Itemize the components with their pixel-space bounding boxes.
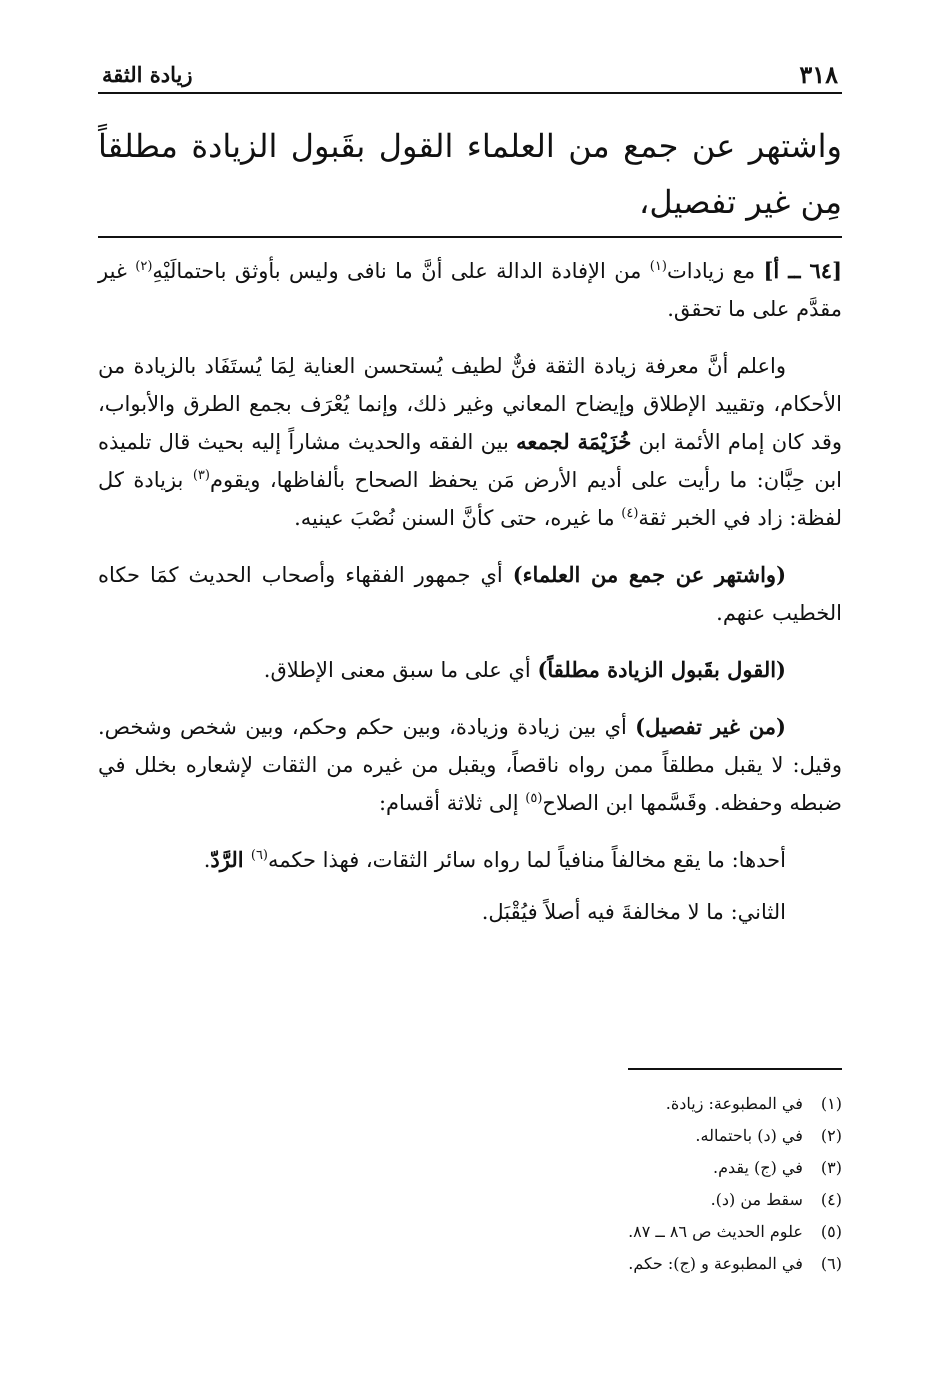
text-span: بين الفقه والحديث مشاراً إليه بحيث قال تلميذه ابن حِبَّان: ما رأيت على أديم الأرض مَن يحفظ الصحاح بألفاظها، ويقوم <box>98 430 842 492</box>
verse-text: واشتهر عن جمع من العلماء القول بقَبول الزيادة مطلقاً مِن غير تفصيل، <box>98 127 842 221</box>
footnote-ref: (٦) <box>250 848 268 863</box>
text-span: أي على ما سبق معنى الإطلاق. <box>263 658 538 682</box>
footnote-text: في (د) باحتماله. <box>695 1126 803 1145</box>
text-span: واعلم أنَّ معرفة زيادة الثقة فنٌّ لطيف يُستحسن العناية لِمَا يُستَفَاد بالزيادة من الأحكام، وتقييد الإطلاق وإيضاح المعاني وغير ذلك، وإنما يُعْرَف بجمع الطرق والأبواب، وقد كان إمام الأئمة ابن <box>98 354 843 454</box>
footnote <box>98 1152 842 1184</box>
manuscript-marker: [٦٤ ــ أ] <box>763 258 843 283</box>
text-span: الثاني: ما لا مخالفةَ فيه أصلاً فيُقْبَل. <box>481 900 786 924</box>
commentary-paragraph <box>98 708 842 822</box>
commentary-paragraph <box>98 252 842 328</box>
book-page <box>98 0 842 1385</box>
footnote-ref: (٣) <box>192 468 210 483</box>
footnotes <box>98 1088 842 1280</box>
footnote <box>98 1120 842 1152</box>
verse-divider <box>98 236 842 238</box>
footnote-number: (٦) <box>820 1254 842 1273</box>
running-title: زيادة الثقة <box>102 62 193 87</box>
commentary-paragraph <box>98 347 842 537</box>
footnote <box>98 1184 842 1216</box>
footnote-number: (٤) <box>820 1190 842 1209</box>
text-span: أي جمهور الفقهاء وأصحاب الحديث كمَا حكاه الخطيب عنهم. <box>98 563 842 625</box>
text-span: إلى ثلاثة أقسام: <box>378 791 526 815</box>
footnote <box>98 1088 842 1120</box>
footnote-number: (٢) <box>820 1126 842 1145</box>
quoted-matn: (واشتهر عن جمع من العلماء) <box>512 562 787 587</box>
footnote-text: علوم الحديث ص ٨٦ ــ ٨٧. <box>628 1222 803 1241</box>
page-header <box>98 58 842 94</box>
commentary-paragraph <box>98 841 842 879</box>
text-span: أحدها: ما يقع مخالفاً منافياً لما رواه سائر الثقات، فهذا حكمه <box>268 848 786 872</box>
footnote-ref: (٥) <box>525 791 543 806</box>
footnote-number: (٥) <box>820 1222 842 1241</box>
footnote-text: في المطبوعة و (ج): حكم. <box>628 1254 803 1273</box>
footnote-text: في (ج) يقدم. <box>713 1158 803 1177</box>
bold-span: خُزَيْمَة لجمعه <box>516 429 632 454</box>
text-span: أي بين زيادة وزيادة، وبين حكم وحكم، وبين شخص وشخص. وقيل: لا يقبل مطلقاً ممن رواه ناقصاً، ويقبل من غيره من الثقات لإشعاره بخلل في ضبطه وحفظه. وقَسَّمها ابن الصلاح <box>98 715 842 815</box>
commentary-paragraph <box>98 556 842 632</box>
footnote-text: في المطبوعة: زيادة. <box>665 1094 803 1113</box>
text-span: . <box>203 848 211 872</box>
quoted-matn: (القول بقَبول الزيادة مطلقاً) <box>537 657 786 682</box>
text-span: ما غيره، حتى كأنَّ السنن نُصْبَ عينيه. <box>294 506 622 530</box>
commentary <box>98 252 842 945</box>
text-span: بزيادة كل لفظة: زاد في الخبر ثقة <box>98 468 842 530</box>
text-span: غير مقدَّم على ما تحقق. <box>98 259 842 321</box>
footnote-text: سقط من (د). <box>710 1190 803 1209</box>
commentary-paragraph <box>98 651 842 689</box>
commentary-paragraph <box>98 893 842 931</box>
footnote-number: (١) <box>820 1094 842 1113</box>
footnote-ref: (١) <box>649 259 667 274</box>
footnote <box>98 1248 842 1280</box>
text-span: من الإفادة الدالة على أنَّ ما نافى وليس بأوثق باحتمالَيْهِ <box>152 259 650 283</box>
page-number: ٣١٨ <box>799 60 838 89</box>
footnote-number: (٣) <box>820 1158 842 1177</box>
quoted-matn: (من غير تفصيل) <box>635 714 786 739</box>
footnote <box>98 1216 842 1248</box>
bold-span: الرَّدّ <box>210 847 251 872</box>
footnote-ref: (٢) <box>135 259 153 274</box>
text-span: مع زيادات <box>666 259 764 283</box>
footnote-ref: (٤) <box>621 506 639 521</box>
footnote-divider <box>628 1068 842 1070</box>
